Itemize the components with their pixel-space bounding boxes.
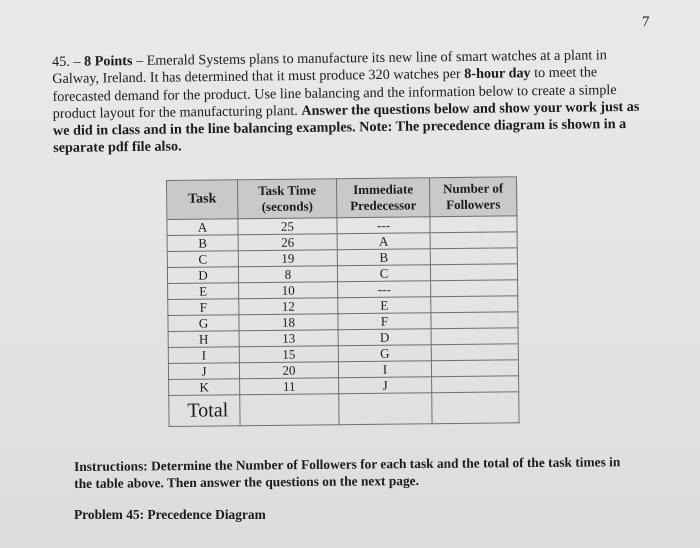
followers-cell[interactable] (431, 296, 518, 313)
followers-cell[interactable] (430, 248, 517, 265)
time-cell: 25 (238, 218, 337, 235)
time-cell: 10 (239, 282, 338, 299)
table-header-row (167, 177, 517, 220)
time-cell: 13 (239, 330, 338, 347)
time-cell: 11 (240, 378, 339, 395)
predecessor-cell: E (338, 297, 431, 314)
header-predecessor: Immediate Predecessor (336, 178, 429, 218)
time-cell: 15 (239, 346, 338, 363)
task-cell: C (167, 251, 238, 268)
followers-cell[interactable] (431, 344, 518, 361)
table-body (167, 216, 519, 396)
header-task: Task (167, 180, 238, 220)
predecessor-cell: D (338, 329, 431, 346)
time-cell: 20 (239, 362, 338, 379)
followers-cell[interactable] (431, 328, 518, 345)
predecessor-cell: J (339, 377, 432, 394)
predecessor-cell: F (338, 313, 431, 330)
followers-cell[interactable] (432, 376, 519, 393)
task-cell: D (167, 267, 238, 284)
task-table-wrapper (166, 176, 520, 427)
task-cell: A (167, 219, 238, 236)
total-label: Total (169, 395, 240, 427)
task-cell: B (167, 235, 238, 252)
followers-cell[interactable] (430, 216, 517, 233)
total-pred-cell (339, 393, 432, 425)
header-followers: Number of Followers (429, 177, 516, 217)
question-bold-day: 8-hour day (464, 65, 531, 83)
total-followers-cell[interactable] (432, 392, 519, 424)
predecessor-cell: --- (337, 217, 430, 234)
followers-cell[interactable] (430, 232, 517, 249)
followers-cell[interactable] (431, 280, 518, 297)
header-time: Task Time (seconds) (238, 179, 337, 219)
total-row (169, 392, 519, 427)
task-cell: H (168, 331, 239, 348)
time-cell: 19 (238, 250, 337, 267)
task-cell: G (168, 315, 239, 332)
task-table (166, 176, 520, 427)
task-cell: F (168, 299, 239, 316)
question-bold-instructions: Answer the questions below and show your work just as we did in class and in the line balancing examples. Note: The precedence diagram is shown in a separate pdf file also. (52, 98, 640, 157)
predecessor-cell: C (337, 265, 430, 282)
time-cell: 26 (238, 234, 337, 251)
predecessor-cell: --- (338, 281, 431, 298)
question-middle: to meet the forecasted demand for the product. Use line balancing and the information below to create a simple product layout for the manufacturing plant. (52, 64, 617, 122)
page-number: 7 (642, 14, 650, 30)
predecessor-cell: I (338, 361, 431, 378)
task-cell: I (168, 347, 239, 364)
time-cell: 18 (239, 314, 338, 331)
time-cell: 8 (238, 266, 337, 283)
task-cell: K (169, 379, 240, 396)
predecessor-cell: G (338, 345, 431, 362)
total-time-cell[interactable] (240, 394, 339, 426)
predecessor-cell: A (337, 233, 430, 250)
instructions-text: Instructions: Determine the Number of Followers for each task and the total of the task times in the table above. Then answer the questions on the next page. (74, 454, 621, 491)
problem-subheading: Problem 45: Precedence Diagram (74, 507, 266, 522)
question-number: 45. – (52, 53, 85, 70)
task-cell: E (168, 283, 239, 300)
question-intro: – Emerald Systems plans to manufacture its new line of smart watches at a plant in Galway, Ireland. It has determined that it must produce 320 watches per (52, 47, 607, 88)
question-text (52, 47, 653, 158)
predecessor-cell: B (337, 249, 430, 266)
question-points: 8 Points (83, 53, 133, 70)
time-cell: 12 (239, 298, 338, 315)
followers-cell[interactable] (431, 360, 518, 377)
followers-cell[interactable] (431, 312, 518, 329)
task-cell: J (168, 363, 239, 380)
followers-cell[interactable] (430, 264, 517, 281)
